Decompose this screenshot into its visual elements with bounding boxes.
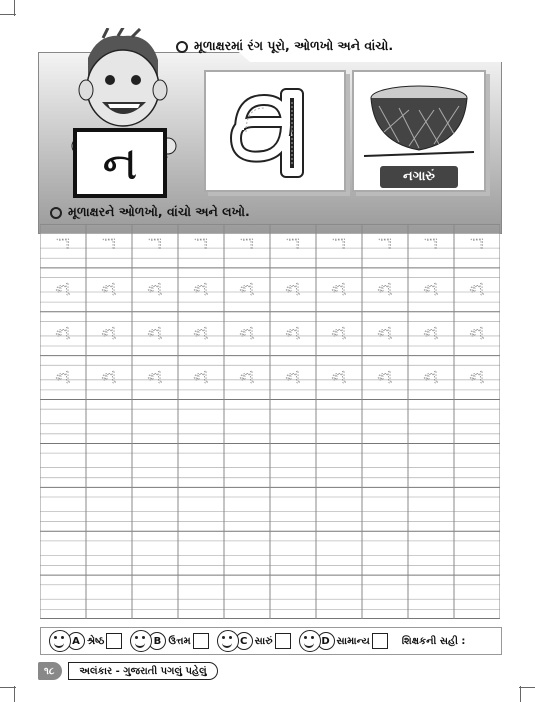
grade-c: [217, 630, 291, 652]
trace-letter: ન: [239, 319, 255, 344]
instruction-write: [50, 204, 250, 220]
trace-letter: ㄱ: [421, 232, 441, 257]
trace-letter: ㄱ: [99, 232, 119, 257]
trace-letter: ㄱ: [191, 232, 211, 257]
grade-label: ઉત્તમ: [168, 635, 191, 647]
instruction-text: મૂળાક્ષરને ઓળખો, વાંચો અને લખો.: [68, 204, 250, 219]
trace-letter: ન: [285, 319, 301, 344]
trace-letter: ㄱ: [237, 232, 257, 257]
teacher-signature-label: શિક્ષકની સહી :: [401, 635, 466, 647]
trace-letter: ન: [55, 276, 71, 301]
instruction-color: [176, 38, 393, 54]
trace-letter: ન: [469, 276, 485, 301]
trace-letter: ન: [193, 363, 209, 388]
trace-letter: ન: [55, 319, 71, 344]
crop-mark: [520, 686, 521, 702]
grade-checkbox[interactable]: [275, 633, 291, 649]
grade-letter: A: [67, 632, 85, 650]
trace-letter: ન: [423, 319, 439, 344]
trace-letter: ન: [377, 276, 393, 301]
outlined-letter-box: [204, 70, 346, 192]
grade-checkbox[interactable]: [106, 633, 122, 649]
trace-letter: ન: [377, 319, 393, 344]
grade-letter: D: [317, 632, 335, 650]
trace-letter: ન: [239, 363, 255, 388]
trace-letter: ન: [101, 363, 117, 388]
trace-letter: ન: [55, 363, 71, 388]
grade-checkbox[interactable]: [372, 633, 388, 649]
practice-grid: [40, 224, 500, 619]
instruction-text: મૂળાક્ષરમાં રંગ પૂરો, ઓળખો અને વાંચો.: [194, 38, 394, 53]
outlined-letter: [206, 72, 344, 190]
drum-picture-box: [352, 70, 486, 192]
trace-letter: ન: [193, 276, 209, 301]
crop-mark: [14, 686, 15, 702]
trace-letter: ㄱ: [329, 232, 349, 257]
trace-letter: ㄱ: [53, 232, 73, 257]
trace-letter: ન: [101, 319, 117, 344]
trace-letter: ન: [193, 319, 209, 344]
smiley-icon: [217, 630, 239, 652]
trace-letter: ન: [147, 319, 163, 344]
drum-illustration: [354, 72, 484, 164]
trace-letter: ㄱ: [467, 232, 487, 257]
crop-mark: [0, 687, 16, 688]
grade-b: [130, 630, 208, 652]
trace-letter: ન: [239, 276, 255, 301]
trace-letter: ㄱ: [145, 232, 165, 257]
grade-a: [49, 630, 122, 652]
trace-letter: ન: [423, 276, 439, 301]
trace-letter: ન: [331, 363, 347, 388]
trace-letter: ન: [469, 319, 485, 344]
grade-letter: B: [148, 632, 166, 650]
page-number: ૧૮: [38, 662, 62, 680]
trace-letter: ન: [147, 276, 163, 301]
trace-letter: ન: [469, 363, 485, 388]
grade-label: શ્રેષ્ઠ: [87, 635, 105, 647]
card-letter: ન: [102, 135, 138, 191]
grade-d: [299, 630, 388, 652]
smiley-icon: [299, 630, 321, 652]
trace-letter: ન: [331, 276, 347, 301]
bullet-icon: [50, 207, 62, 219]
crop-mark: [519, 687, 535, 688]
trace-letter: ㄱ: [375, 232, 395, 257]
page-footer: [38, 662, 218, 680]
trace-letter: ન: [423, 363, 439, 388]
book-title: અલંકાર - ગુજરાતી પગલું પહેલું: [68, 662, 217, 680]
grade-checkbox[interactable]: [193, 633, 209, 649]
grade-label: સામાન્ય: [336, 635, 370, 647]
grade-label: સારું: [254, 635, 273, 647]
smiley-icon: [49, 630, 71, 652]
grade-bar: [40, 627, 502, 655]
grade-letter: C: [235, 632, 253, 650]
trace-letter: ન: [285, 276, 301, 301]
trace-letter: ન: [377, 363, 393, 388]
trace-letter: ન: [285, 363, 301, 388]
trace-letter: ન: [101, 276, 117, 301]
crop-mark: [0, 14, 16, 15]
smiley-icon: [130, 630, 152, 652]
trace-letter: ન: [331, 319, 347, 344]
trace-letter: ન: [147, 363, 163, 388]
word-label: નગારું: [403, 169, 435, 184]
letter-card: [73, 128, 167, 198]
trace-letter: ㄱ: [283, 232, 303, 257]
